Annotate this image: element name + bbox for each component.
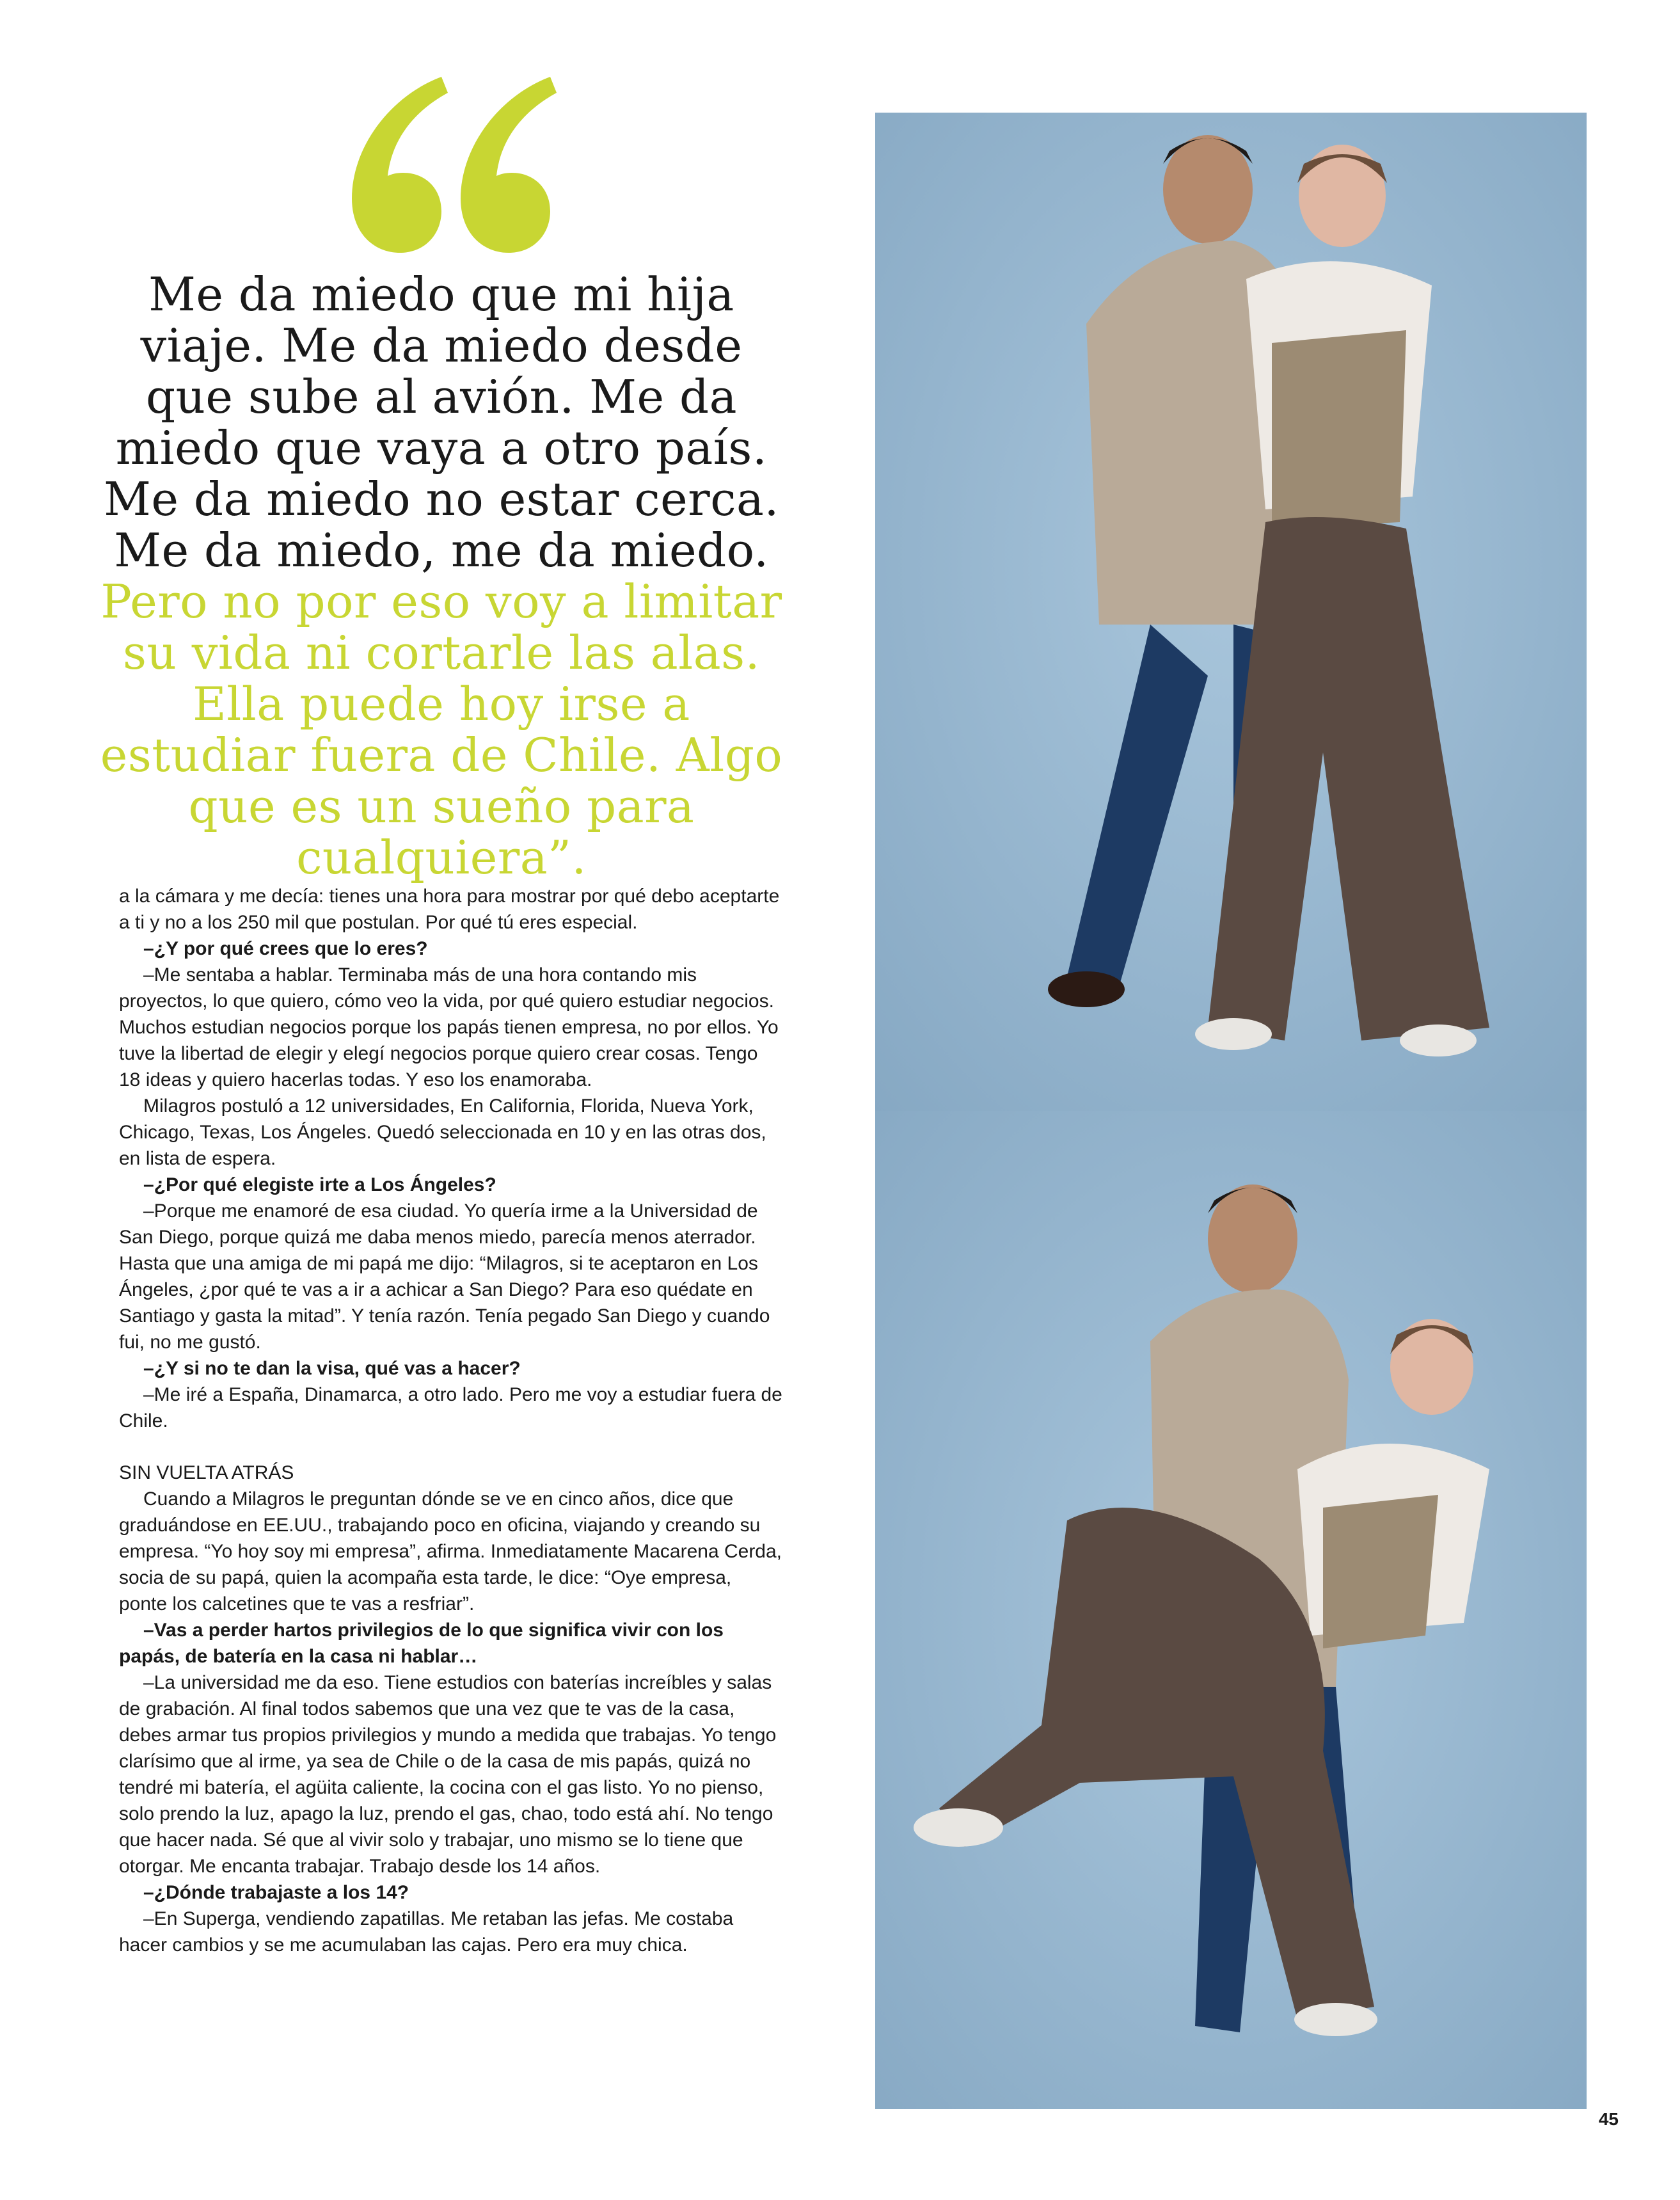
article-body: [119, 883, 784, 1958]
article-paragraph: Milagros postuló a 12 universidades, En California, Florida, Nueva York, Chicago, Texas, Los Ángeles. Quedó seleccionada en 10 y en las otras dos, en lista de espera.: [119, 1096, 766, 1169]
interview-answer: –Me sentaba a hablar. Terminaba más de una hora contando mis proyectos, lo que quiero, cómo veo la vida, por qué quiero estudiar negocios. Muchos estudian negocios porque los papás tienen empresa, no por ellos. Yo tuve la libertad de elegir y elegí negocios porque quiero crear cosas. Tengo 18 ideas y quiero hacerlas todas. Y eso los enamoraba.: [119, 964, 779, 1090]
photo-dancing: [875, 113, 1587, 1111]
photo-lifting: [875, 1111, 1587, 2109]
interview-answer: –La universidad me da eso. Tiene estudios con baterías increíbles y salas de grabación. Al final todos sabemos que una vez que te vas de la casa, debes armar tus propios privilegios y mundo a medida que trabajas. Yo tengo clarísimo que al irme, ya sea de Chile o de la casa de mis papás, quizá no tendré mi batería, el agüita caliente, la cocina con el gas listo. Yo no pienso, solo prendo la luz, apago la luz, prendo el gas, chao, todo está ahí. No tengo que hacer nada. Sé que al vivir solo y trabajar, uno mismo se lo tiene que otorgar. Me encanta trabajar. Trabajo desde los 14 años.: [119, 1672, 777, 1877]
interview-question: –¿Dónde trabajaste a los 14?: [143, 1882, 409, 1903]
pull-quote: [96, 269, 787, 883]
page-number: 45: [1598, 2109, 1619, 2129]
interview-question: –¿Y si no te dan la visa, qué vas a hacer?: [143, 1358, 521, 1379]
interview-question: –¿Por qué elegiste irte a Los Ángeles?: [143, 1174, 496, 1195]
interview-answer: –Me iré a España, Dinamarca, a otro lado. Pero me voy a estudiar fuera de Chile.: [119, 1384, 782, 1431]
section-heading: SIN VUELTA ATRÁS: [119, 1462, 294, 1483]
interview-question: –¿Y por qué crees que lo eres?: [143, 938, 428, 959]
open-quote-icon: [345, 70, 557, 256]
pull-quote-accent-text: Pero no por eso voy a limitar su vida ni cortarle las alas. Ella puede hoy irse a estudiar fuera de Chile. Algo que es un sueño para cualquiera”.: [100, 575, 783, 884]
interview-answer: –Porque me enamoré de esa ciudad. Yo quería irme a la Universidad de San Diego, porque quizá me daba menos miedo, parecía menos aterrador. Hasta que una amiga de mi papá me dijo: “Milagros, si te aceptaron en Los Ángeles, ¿por qué te vas a ir a achicar a San Diego? Para eso quédate en Santiago y gasta la mitad”. Y tenía razón. Tenía pegado San Diego y cuando fui, no me gustó.: [119, 1200, 770, 1353]
article-paragraph: a la cámara y me decía: tienes una hora para mostrar por qué debo aceptarte a ti y no a los 250 mil que postulan. Por qué tú eres especial.: [119, 886, 780, 933]
pull-quote-text: Me da miedo que mi hija viaje. Me da miedo desde que sube al avión. Me da miedo que vaya a otro país. Me da miedo no estar cerca. Me da miedo, me da miedo.: [104, 267, 779, 577]
interview-answer: –En Superga, vendiendo zapatillas. Me retaban las jefas. Me costaba hacer cambios y se me acumulaban las cajas. Pero era muy chica.: [119, 1908, 734, 1956]
article-paragraph: Cuando a Milagros le preguntan dónde se ve en cinco años, dice que graduándose en EE.UU., trabajando poco en oficina, viajando y creando su empresa. “Yo hoy soy mi empresa”, afirma. Inmediatamente Macarena Cerda, socia de su papá, quien la acompaña esta tarde, le dice: “Oye empresa, ponte los calcetines que te vas a resfriar”.: [119, 1488, 782, 1614]
interview-question: –Vas a perder hartos privilegios de lo que significa vivir con los papás, de batería en la casa ni hablar…: [119, 1620, 724, 1667]
